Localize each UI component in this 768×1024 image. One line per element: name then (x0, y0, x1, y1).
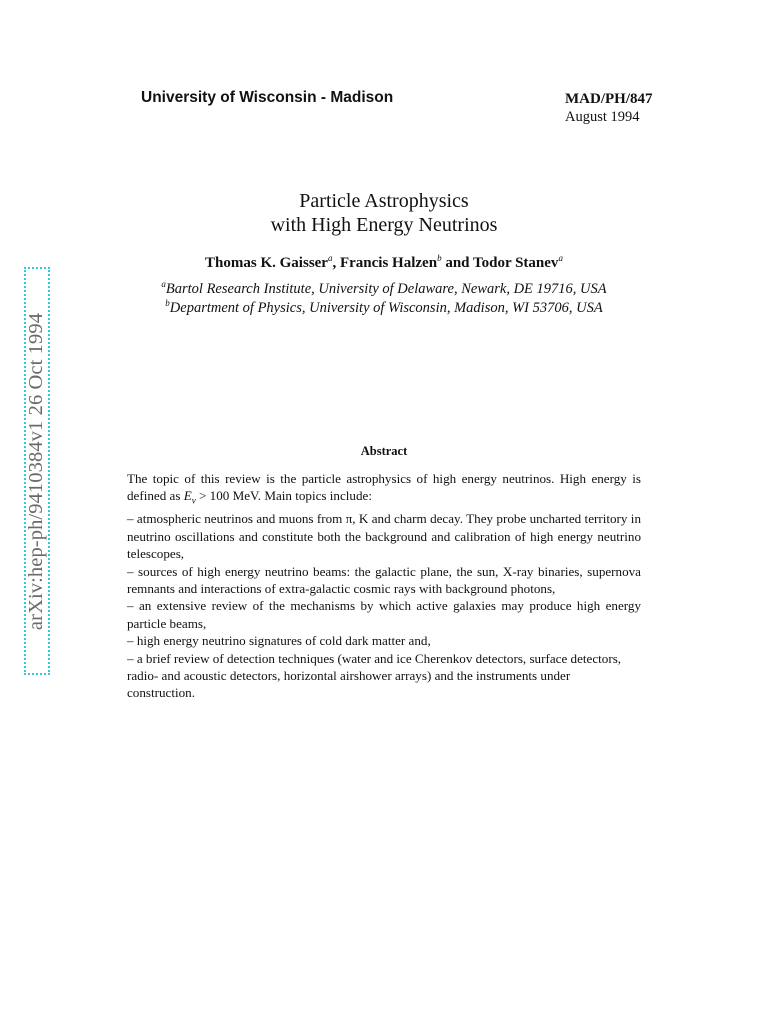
author-stanev-affil: a (558, 253, 563, 263)
abstract-body (127, 470, 641, 702)
abstract-intro (127, 470, 641, 510)
abstract-intro-start: The topic of this review is the particle astrophysics of high energy neutrinos. High energy is defined as (127, 471, 641, 504)
author-stanev: Todor Stanev (472, 255, 559, 271)
affiliation-text: Bartol Research Institute, University of Delaware, Newark, DE 19716, USA (165, 281, 607, 297)
author-halzen: Francis Halzen (339, 255, 438, 271)
affiliation-wisconsin (0, 298, 768, 317)
report-date: August 1994 (565, 109, 640, 125)
paper-title (0, 189, 768, 237)
energy-symbol: E (183, 488, 192, 504)
abstract-topic-item: – sources of high energy neutrino beams: the galactic plane, the sun, X-ray binaries, supernova remnants and interactions of extra-galactic cosmic rays with background photons, (127, 563, 641, 597)
arxiv-stamp (24, 267, 50, 675)
author-separator: and (441, 255, 473, 271)
report-number: MAD/PH/847 (565, 91, 653, 107)
title-line-1: Particle Astrophysics (299, 190, 469, 212)
author-gaisser: Thomas K. Gaisser (205, 255, 328, 271)
affiliation-mark: b (165, 298, 170, 308)
abstract-intro-end: > 100 MeV. Main topics include: (195, 488, 372, 504)
author-separator: , (332, 255, 340, 271)
energy-subscript: ν (191, 496, 196, 507)
abstract-heading: Abstract (360, 444, 408, 458)
author-list (0, 253, 768, 272)
report-info (565, 90, 653, 126)
arxiv-stamp-text: arXiv:hep-ph/9410384v1 26 Oct 1994 (25, 312, 48, 630)
author-gaisser-affil: a (327, 253, 333, 263)
affiliation-text: Department of Physics, University of Wisconsin, Madison, WI 53706, USA (169, 300, 603, 316)
affiliation-mark: a (161, 279, 166, 289)
abstract-topic-item: – an extensive review of the mechanisms by which active galaxies may produce high energy particle beams, (127, 598, 641, 631)
institution-name: University of Wisconsin - Madison (141, 89, 394, 106)
affiliation-bartol (0, 279, 768, 298)
abstract-topic-item: – high energy neutrino signatures of cold dark matter and, (127, 633, 431, 649)
abstract-topic-item: – a brief review of detection techniques (water and ice Cherenkov detectors, surface detectors, radio- and acoustic detectors, horizontal airshower arrays) and the instruments under construction. (127, 650, 622, 701)
title-line-2: with High Energy Neutrinos (270, 214, 498, 236)
author-halzen-affil: b (437, 253, 442, 263)
abstract-topic-item: – atmospheric neutrinos and muons from π, K and charm decay. They probe uncharted territory in neutrino oscillations and constitute both the background and calibration of high energy neutrino telescopes, (127, 511, 641, 562)
